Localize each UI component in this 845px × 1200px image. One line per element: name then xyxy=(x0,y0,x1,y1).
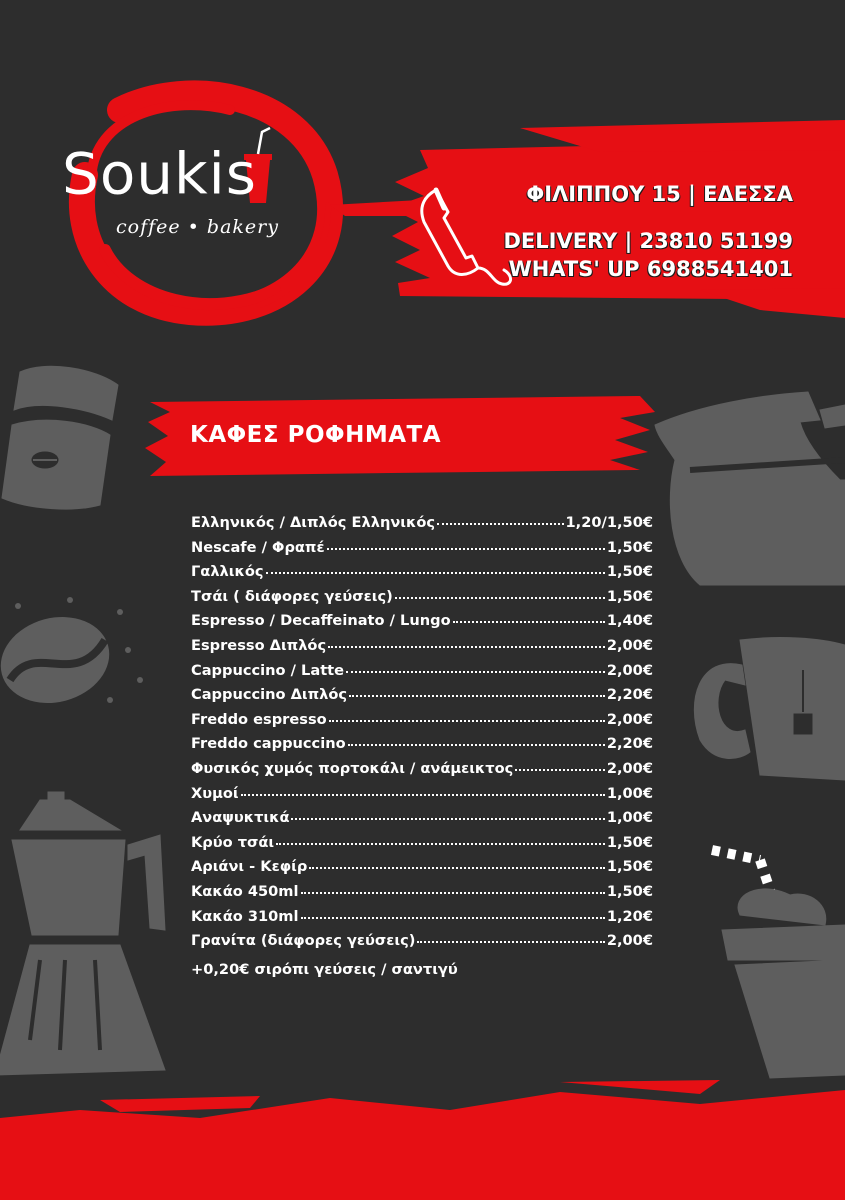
dot-leader xyxy=(417,940,604,943)
dot-leader xyxy=(453,620,605,623)
menu-item-price: 1,50€ xyxy=(606,833,653,851)
menu-item-name: Freddo cappuccino xyxy=(191,735,346,753)
moka-pot-icon xyxy=(0,792,165,1075)
menu-list xyxy=(191,514,653,957)
delivery-phone-text: DELIVERY | 23810 51199 xyxy=(503,229,793,253)
menu-item xyxy=(191,539,653,564)
menu-item-price: 2,20€ xyxy=(606,686,653,704)
menu-item-name: Κακάο 450ml xyxy=(191,882,299,900)
menu-item xyxy=(191,932,653,957)
dot-leader xyxy=(348,743,605,746)
menu-item xyxy=(191,612,653,637)
menu-item-name: Cappuccino Διπλός xyxy=(191,686,348,704)
menu-item xyxy=(191,662,653,687)
iced-drink-icon xyxy=(712,850,845,1078)
dot-leader xyxy=(328,645,605,648)
dot-leader xyxy=(515,768,605,771)
section-title: ΚΑΦΕΣ ΡΟΦΗΜΑΤΑ xyxy=(190,422,441,448)
menu-item xyxy=(191,514,653,539)
dot-leader xyxy=(291,817,604,820)
menu-item-name: Freddo espresso xyxy=(191,710,327,728)
dot-leader xyxy=(309,866,605,869)
menu-item-name: Espresso Διπλός xyxy=(191,636,327,654)
mug-icon xyxy=(694,638,845,780)
menu-item-price: 2,00€ xyxy=(606,710,653,728)
menu-item-price: 2,00€ xyxy=(606,661,653,679)
coffee-bean-icon xyxy=(0,597,143,715)
menu-item-price: 1,50€ xyxy=(606,538,653,556)
menu-item xyxy=(191,637,653,662)
dot-leader xyxy=(266,571,605,574)
dot-leader xyxy=(437,522,563,525)
menu-item-name: Nescafe / Φραπέ xyxy=(191,538,325,556)
menu-item-price: 2,20€ xyxy=(606,735,653,753)
menu-note: +0,20€ σιρόπι γεύσεις / σαντιγύ xyxy=(191,961,458,978)
dot-leader xyxy=(346,670,605,673)
dot-leader xyxy=(329,719,605,722)
menu-item-price: 1,20€ xyxy=(606,907,653,925)
brand-logo-wordmark: Soukis xyxy=(62,140,257,208)
whatsapp-phone-text: WHATS' UP 6988541401 xyxy=(508,257,793,281)
menu-item xyxy=(191,686,653,711)
menu-item-price: 2,00€ xyxy=(606,759,653,777)
coffee-cup-icon xyxy=(2,366,118,509)
menu-item-price: 1,00€ xyxy=(606,809,653,827)
menu-item-name: Espresso / Decaffeinato / Lungo xyxy=(191,612,451,630)
menu-item xyxy=(191,908,653,933)
menu-item xyxy=(191,883,653,908)
menu-item xyxy=(191,588,653,613)
menu-item xyxy=(191,563,653,588)
dot-leader xyxy=(301,916,605,919)
header-red-stroke xyxy=(330,120,845,318)
dot-leader xyxy=(349,694,605,697)
menu-item-name: Cappuccino / Latte xyxy=(191,661,345,679)
menu-item-price: 1,50€ xyxy=(606,587,653,605)
dot-leader xyxy=(395,596,605,599)
dot-leader xyxy=(327,547,605,550)
menu-item-name: Χυμοί xyxy=(191,784,239,802)
menu-item-price: 1,50€ xyxy=(606,563,653,581)
dot-leader xyxy=(301,891,605,894)
menu-item xyxy=(191,711,653,736)
footer-red-stroke xyxy=(0,1080,845,1200)
address-text: ΦΙΛΙΠΠΟΥ 15 | ΕΔΕΣΣΑ xyxy=(526,182,793,206)
dot-leader xyxy=(276,842,605,845)
menu-item xyxy=(191,760,653,785)
menu-item-price: 1,20/1,50€ xyxy=(565,514,653,531)
menu-item-name: Γαλλικός xyxy=(191,563,264,581)
menu-item-name: Τσάι ( διάφορες γεύσεις) xyxy=(191,587,393,605)
menu-item xyxy=(191,735,653,760)
menu-item-name: Αναψυκτικά xyxy=(191,809,290,827)
dot-leader xyxy=(241,793,605,796)
menu-item-price: 2,00€ xyxy=(606,932,653,950)
menu-item-price: 1,50€ xyxy=(606,858,653,876)
menu-item xyxy=(191,785,653,810)
menu-item-name: Ελληνικός / Διπλός Ελληνικός xyxy=(191,514,436,531)
coffee-carafe-icon xyxy=(655,392,845,585)
menu-item-name: Γρανίτα (διάφορες γεύσεις) xyxy=(191,932,416,950)
menu-item xyxy=(191,809,653,834)
menu-item-price: 1,40€ xyxy=(606,612,653,630)
menu-item-name: Φυσικός χυμός πορτοκάλι / ανάμεικτος xyxy=(191,759,514,777)
menu-item xyxy=(191,858,653,883)
menu-item-name: Κρύο τσάι xyxy=(191,833,275,851)
brand-subtitle: coffee • bakery xyxy=(116,216,279,238)
menu-item-price: 1,00€ xyxy=(606,784,653,802)
menu-item-name: Κακάο 310ml xyxy=(191,907,299,925)
menu-item-name: Αριάνι - Κεφίρ xyxy=(191,858,308,876)
menu-item-price: 1,50€ xyxy=(606,882,653,900)
menu-item xyxy=(191,834,653,859)
menu-item-price: 2,00€ xyxy=(606,636,653,654)
